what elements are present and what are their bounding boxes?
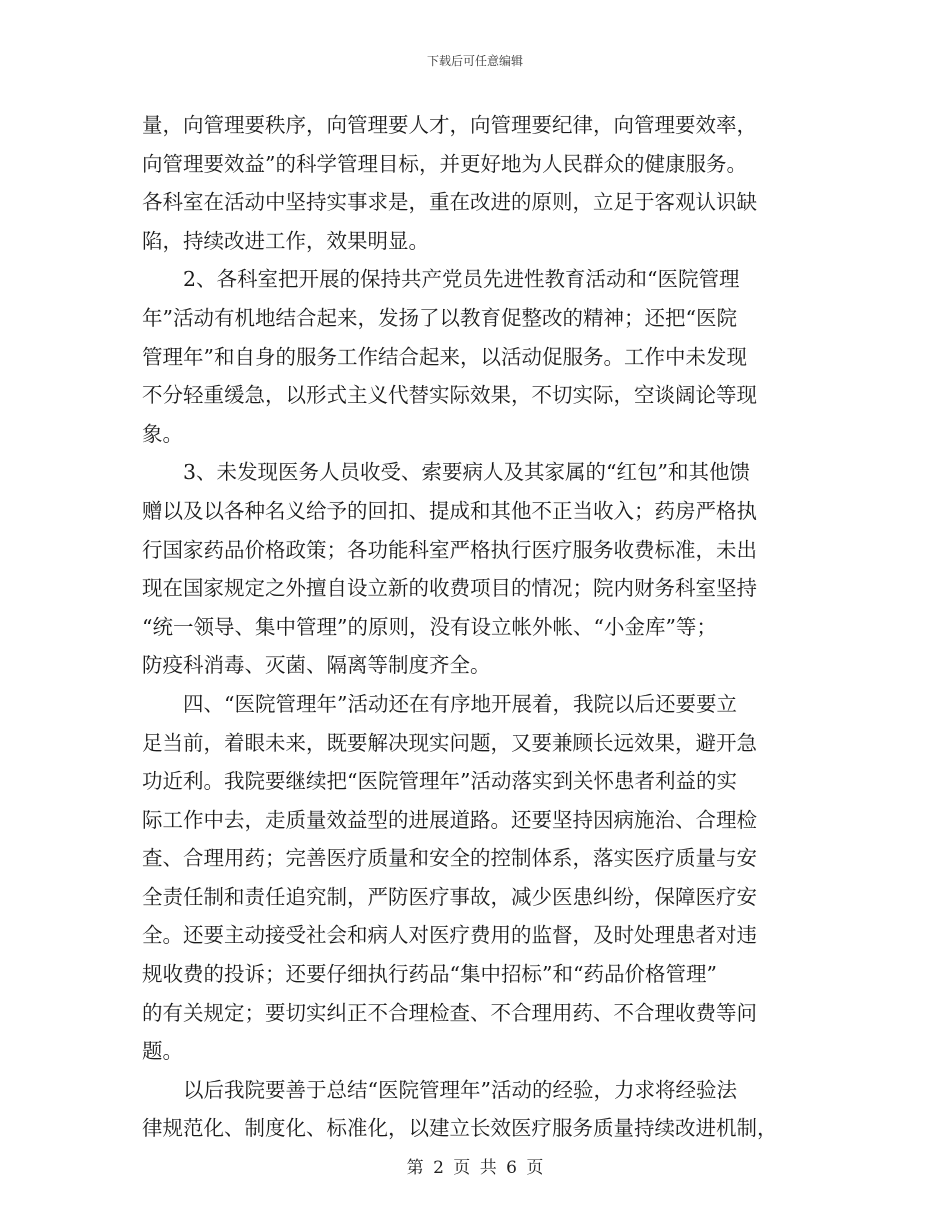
total-pages: 6	[506, 1158, 517, 1178]
paragraph-2	[142, 260, 810, 453]
text-line: 各科室在活动中坚持实事求是，重在改进的原则，立足于客观认识缺	[142, 190, 757, 215]
text-line: 防疫科消毒、灭菌、隔离等制度齐全。	[142, 653, 491, 678]
text-line: 全责任制和责任追究制，严防医疗事故，减少医患纠纷，保障医疗安	[142, 884, 757, 909]
paragraph-5	[142, 1071, 810, 1148]
text-line: 管理年”和自身的服务工作结合起来，以活动促服务。工作中未发现	[142, 344, 747, 369]
document-body	[142, 106, 810, 1148]
text-line: 3、未发现医务人员收受、索要病人及其家属的“红包”和其他馈	[142, 460, 751, 485]
text-line: 2、各科室把开展的保持共产党员先进性教育活动和“医院管理	[142, 267, 740, 292]
text-line: 陷，持续改进工作，效果明显。	[142, 228, 429, 253]
text-line: 量，向管理要秩序，向管理要人才，向管理要纪律，向管理要效率，	[142, 113, 757, 137]
page-number: 2	[433, 1158, 444, 1178]
text-line: 四、“医院管理年”活动还在有序地开展着，我院以后还要要立	[142, 691, 737, 716]
text-line: 向管理要效益”的科学管理目标，并更好地为人民群众的健康服务。	[142, 151, 747, 176]
page-footer	[0, 1153, 950, 1178]
text-line: 功近利。我院要继续把“医院管理年”活动落实到关怀患者利益的实	[142, 769, 737, 794]
footer-suffix: 页	[526, 1158, 544, 1178]
text-line: 查、合理用药；完善医疗质量和安全的控制体系，落实医疗质量与安	[142, 846, 757, 871]
paragraph-1	[142, 106, 810, 260]
text-line: 行国家药品价格政策；各功能科室严格执行医疗服务收费标准，未出	[142, 537, 757, 562]
text-line: 赠以及以各种名义给予的回扣、提成和其他不正当收入；药房严格执	[142, 498, 757, 523]
text-line: 题。	[142, 1039, 183, 1064]
text-line: 际工作中去，走质量效益型的进展道路。还要坚持因病施治、合理检	[142, 807, 757, 832]
text-line: 年”活动有机地结合起来，发扬了以教育促整改的精神；还把“医院	[142, 305, 737, 330]
paragraph-3	[142, 453, 810, 685]
text-line: 律规范化、制度化、标准化，以建立长效医疗服务质量持续改进机制，	[142, 1116, 778, 1141]
page-header: 下载后可任意编辑	[426, 54, 523, 68]
footer-page-word: 页	[453, 1158, 471, 1178]
footer-total-word: 共	[479, 1158, 497, 1178]
text-line: 全。还要主动接受社会和病人对医疗费用的监督，及时处理患者对违	[142, 923, 757, 948]
text-line: 不分轻重缓急，以形式主义代替实际效果，不切实际，空谈阔论等现	[142, 383, 757, 408]
footer-prefix: 第	[406, 1158, 424, 1178]
text-line: 足当前，着眼未来，既要解决现实问题，又要兼顾长远效果，避开急	[142, 730, 757, 755]
text-line: 象。	[142, 421, 183, 446]
text-line: 的有关规定；要切实纠正不合理检查、不合理用药、不合理收费等问	[142, 1000, 757, 1025]
text-line: 现在国家规定之外擅自设立新的收费项目的情况；院内财务科室坚持	[142, 576, 757, 601]
text-line: 以后我院要善于总结“医院管理年”活动的经验，力求将经验法	[142, 1077, 737, 1102]
text-line: 规收费的投诉；还要仔细执行药品“集中招标”和“药品价格管理”	[142, 962, 717, 987]
paragraph-4	[142, 685, 810, 1071]
text-line: “统一领导、集中管理”的原则，没有设立帐外帐、“小金库”等；	[142, 614, 717, 639]
